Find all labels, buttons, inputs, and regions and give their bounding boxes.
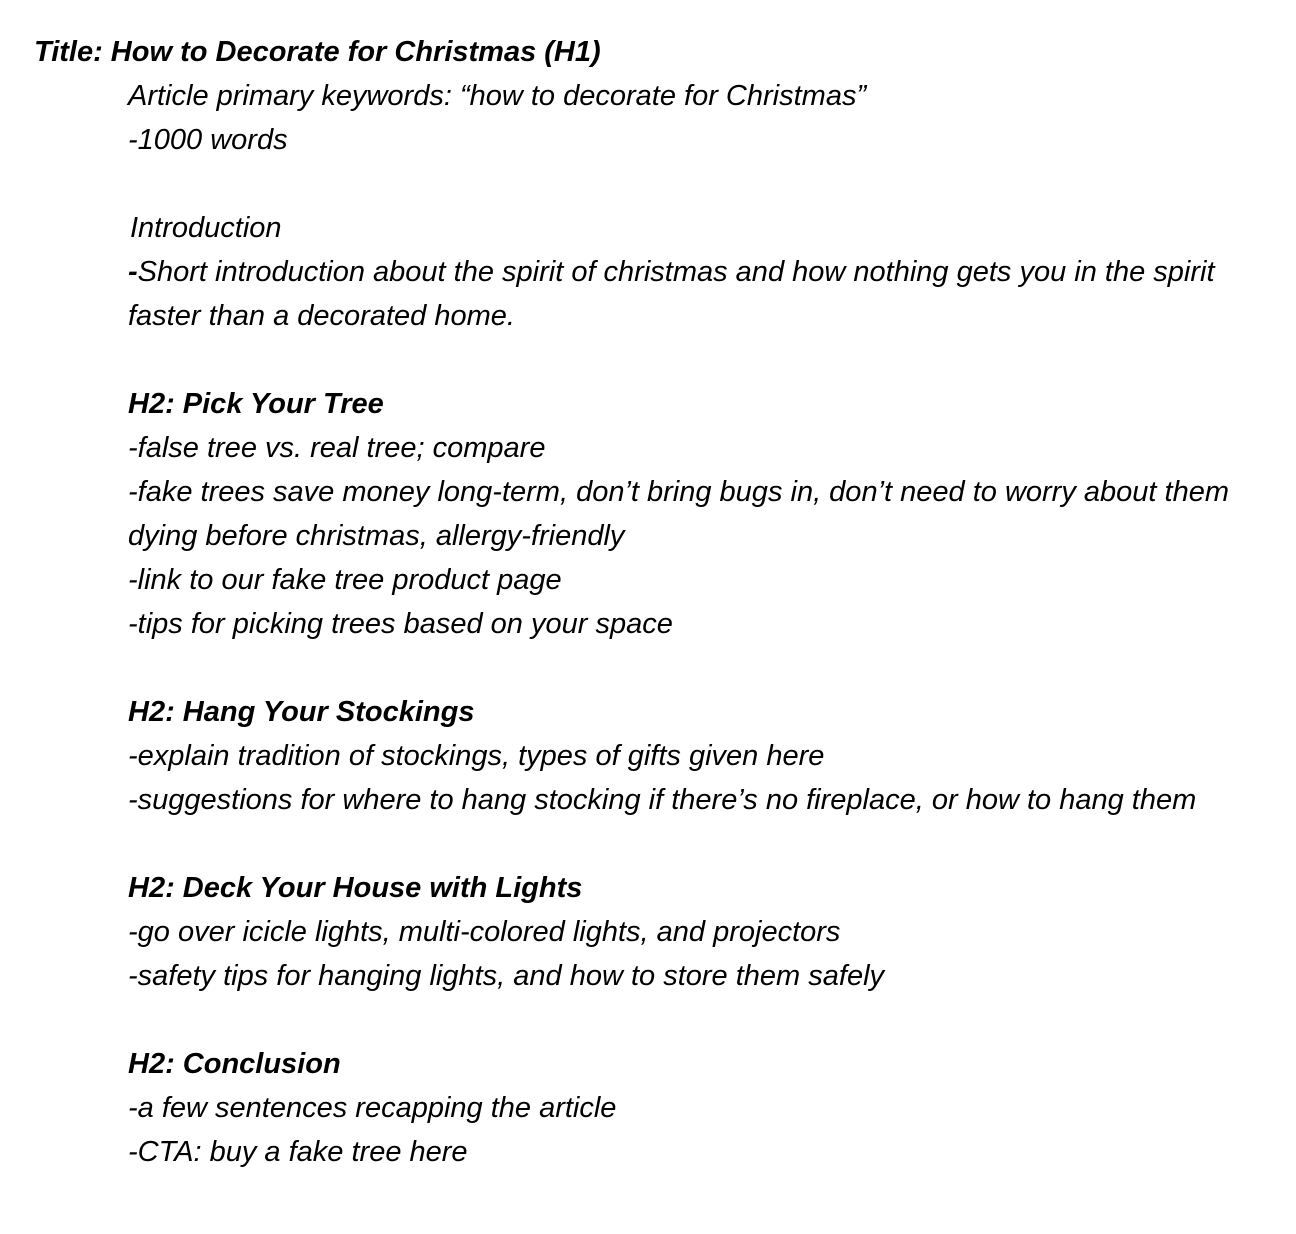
document-title: Title: How to Decorate for Christmas (H1)	[34, 36, 601, 68]
section-point: -fake trees save money long-term, don’t bring bugs in, don’t need to worry about them dying before christmas, allergy-friendly	[128, 476, 1229, 552]
introduction-label: Introduction	[130, 212, 282, 244]
section-conclusion	[128, 1042, 1278, 1174]
section-heading: H2: Deck Your House with Lights	[128, 872, 583, 904]
section-point: -false tree vs. real tree; compare	[128, 432, 546, 464]
word-count: -1000 words	[128, 124, 288, 156]
section-heading: H2: Pick Your Tree	[128, 388, 384, 420]
section-point: -a few sentences recapping the article	[128, 1092, 617, 1124]
spacer	[128, 646, 1278, 690]
section-point: -go over icicle lights, multi-colored lights, and projectors	[128, 916, 841, 948]
spacer	[128, 822, 1278, 866]
spacer	[128, 162, 1278, 206]
document-body	[128, 74, 1278, 1174]
section-point: -explain tradition of stockings, types of gifts given here	[128, 740, 825, 772]
section-point: -safety tips for hanging lights, and how to store them safely	[128, 960, 885, 992]
spacer	[128, 998, 1278, 1042]
introduction-dash: -	[128, 256, 138, 288]
section-heading: H2: Conclusion	[128, 1048, 341, 1080]
primary-keywords: Article primary keywords: “how to decorate for Christmas”	[128, 80, 867, 112]
section-point: -link to our fake tree product page	[128, 564, 562, 596]
section-deck-your-house	[128, 866, 1278, 998]
introduction-body: Short introduction about the spirit of christmas and how nothing gets you in the spirit faster than a decorated home.	[128, 256, 1215, 332]
section-point: -CTA: buy a fake tree here	[128, 1136, 468, 1168]
section-point: -suggestions for where to hang stocking if there’s no fireplace, or how to hang them	[128, 784, 1197, 816]
section-heading: H2: Hang Your Stockings	[128, 696, 475, 728]
section-point: -tips for picking trees based on your space	[128, 608, 673, 640]
introduction-text	[128, 250, 1278, 338]
section-pick-your-tree	[128, 382, 1278, 646]
spacer	[128, 338, 1278, 382]
section-hang-your-stockings	[128, 690, 1278, 822]
